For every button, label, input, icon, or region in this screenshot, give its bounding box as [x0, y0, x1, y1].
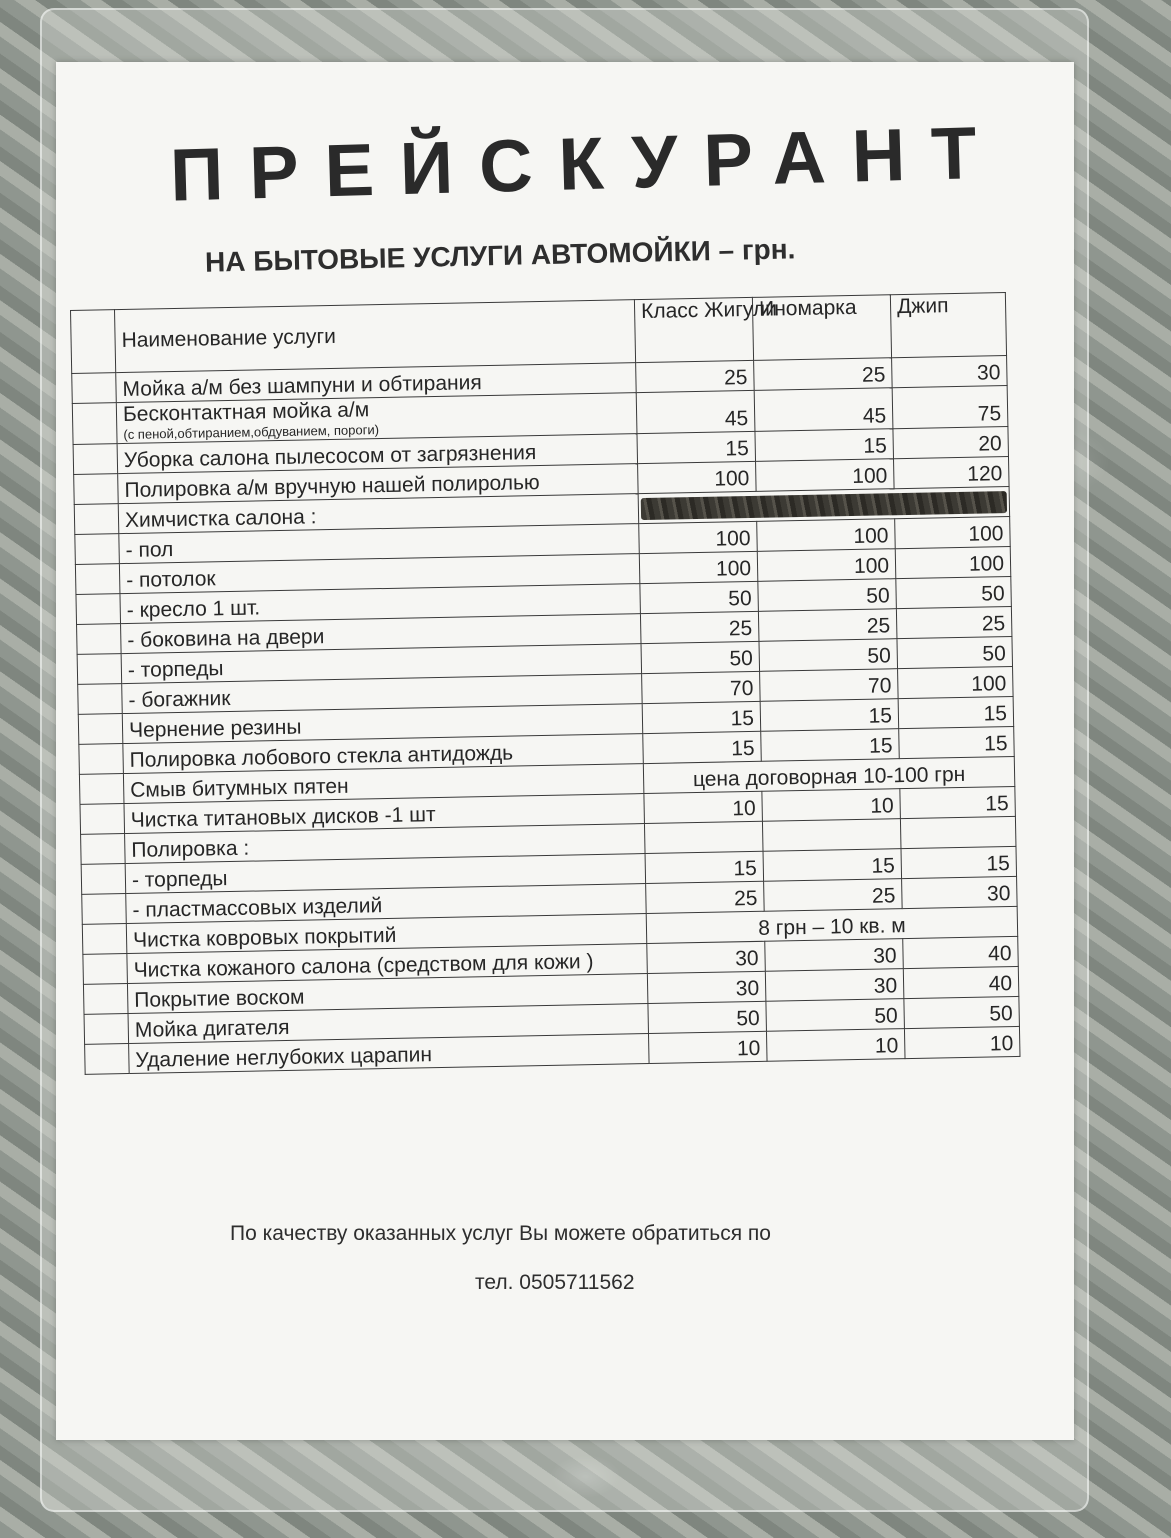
price-jeep: 15 [898, 696, 1014, 728]
price-jeep: 30 [892, 356, 1008, 388]
price-zhiguli: 45 [636, 390, 755, 433]
row-index-cell [78, 714, 123, 745]
price-jeep: 50 [904, 996, 1020, 1028]
price-zhiguli: 50 [640, 581, 759, 613]
price-jeep [900, 816, 1016, 848]
price-table-container [70, 292, 1020, 1075]
price-jeep: 15 [899, 726, 1015, 758]
price-inomarka: 15 [761, 729, 900, 762]
price-jeep: 30 [902, 876, 1018, 908]
row-index-cell [74, 474, 119, 505]
price-zhiguli: 25 [646, 881, 765, 913]
price-zhiguli: 100 [639, 521, 758, 553]
price-zhiguli: 15 [642, 701, 761, 733]
price-zhiguli: 10 [648, 1031, 767, 1063]
service-name: - кресло 1 шт. [126, 596, 261, 622]
price-inomarka: 45 [754, 388, 893, 432]
service-name: Полировка лобового стекла антидождь [129, 741, 514, 772]
price-jeep: 50 [896, 576, 1012, 608]
price-inomarka: 100 [757, 519, 896, 552]
price-inomarka: 50 [758, 579, 897, 612]
row-index-cell [80, 804, 125, 835]
row-index-cell [72, 373, 117, 404]
row-index-cell [76, 594, 121, 625]
price-jeep: 20 [893, 427, 1009, 459]
price-inomarka: 25 [764, 879, 903, 912]
price-jeep: 25 [896, 606, 1012, 638]
price-inomarka: 25 [758, 609, 897, 642]
header-inomarka: Иномарка [752, 295, 891, 361]
header-index-cell [71, 310, 116, 374]
header-class-zhiguli: Класс Жигули [634, 297, 753, 362]
row-index-cell [75, 534, 120, 565]
document-subtitle: НА БЫТОВЫЕ УСЛУГИ АВТОМОЙКИ – грн. [204, 233, 796, 278]
service-name: Чистка кожаного салона (средством для кожи ) [133, 950, 594, 982]
price-zhiguli: 15 [643, 731, 762, 763]
service-name: - торпеды [131, 867, 228, 892]
price-inomarka: 15 [763, 849, 902, 882]
price-inomarka: 30 [765, 969, 904, 1002]
price-zhiguli [644, 821, 763, 853]
row-index-cell [84, 1014, 129, 1045]
footer-contact-text: По качеству оказанных услуг Вы можете обратиться по [230, 1222, 771, 1245]
service-name: Бесконтактная мойка а/м [122, 398, 370, 426]
price-inomarka: 15 [755, 429, 894, 462]
price-zhiguli: 100 [638, 461, 757, 493]
price-inomarka: 10 [762, 789, 901, 822]
price-inomarka: 15 [760, 699, 899, 732]
header-jeep: Джип [890, 293, 1006, 358]
service-name: - богажник [128, 686, 231, 712]
price-zhiguli: 15 [645, 851, 764, 883]
price-zhiguli: 25 [640, 611, 759, 643]
document-title: ПРЕЙСКУРАНТ [168, 110, 1004, 217]
service-name: Мойка дигателя [134, 1015, 290, 1042]
price-zhiguli: 30 [647, 941, 766, 973]
redaction-mark [641, 491, 1007, 520]
price-jeep: 100 [895, 516, 1011, 548]
price-inomarka: 100 [756, 459, 895, 492]
row-index-cell [83, 984, 128, 1015]
row-index-cell [78, 684, 123, 715]
price-inomarka: 50 [766, 999, 905, 1032]
price-inomarka: 25 [754, 358, 893, 391]
service-name: Уборка салона пылесосом от загрязнения [123, 441, 537, 472]
price-jeep: 15 [901, 846, 1017, 878]
price-inomarka: 100 [757, 549, 896, 582]
row-index-cell [73, 444, 118, 475]
service-name: Чистка титановых дисков -1 шт [130, 803, 436, 832]
price-inomarka: 50 [759, 639, 898, 672]
price-zhiguli: 25 [636, 360, 755, 392]
footer-phone: тел. 0505711562 [475, 1271, 635, 1294]
price-jeep: 75 [892, 386, 1008, 429]
row-index-cell [79, 774, 124, 805]
price-zhiguli: 100 [639, 551, 758, 583]
row-index-cell [77, 654, 122, 685]
service-note: (с пеной,обтиранием,обдуванием, пороги) [123, 422, 380, 442]
service-name: - боковина на двери [127, 625, 325, 652]
price-jeep: 15 [900, 786, 1016, 818]
service-name: - торпеды [127, 657, 224, 682]
price-jeep: 120 [894, 457, 1010, 489]
price-table [70, 292, 1021, 1075]
service-name: Удаление неглубоких царапин [135, 1043, 433, 1072]
price-zhiguli: 50 [641, 641, 760, 673]
price-inomarka: 70 [760, 669, 899, 702]
price-jeep: 100 [895, 546, 1011, 578]
price-inomarka: 30 [765, 939, 904, 972]
row-index-cell [81, 834, 126, 865]
service-name: Смыв битумных пятен [130, 774, 349, 802]
row-index-cell [83, 954, 128, 985]
price-jeep: 50 [897, 636, 1013, 668]
row-index-cell [82, 894, 127, 925]
price-zhiguli: 70 [642, 671, 761, 703]
header-service-name: Наименование услуги [115, 300, 636, 373]
row-index-cell [74, 504, 119, 535]
price-inomarka: 10 [766, 1029, 905, 1062]
service-name: - пол [125, 538, 174, 562]
service-name: Чернение резины [128, 715, 302, 742]
price-zhiguli: 30 [647, 971, 766, 1003]
negotiable-price-cell: 8 грн – 10 кв. м [646, 906, 1018, 943]
price-inomarka [762, 819, 901, 852]
price-jeep: 40 [903, 966, 1019, 998]
row-index-cell [85, 1044, 130, 1075]
row-index-cell [77, 624, 122, 655]
row-index-cell [81, 864, 126, 895]
row-index-cell [72, 403, 117, 445]
price-jeep: 10 [904, 1026, 1020, 1058]
service-name: Химчистка салона : [124, 505, 317, 532]
price-zhiguli: 15 [637, 431, 756, 463]
service-name: - потолок [125, 567, 216, 592]
service-name: Покрытие воском [134, 985, 305, 1012]
row-index-cell [75, 564, 120, 595]
price-jeep: 100 [898, 666, 1014, 698]
price-zhiguli: 50 [648, 1001, 767, 1033]
row-index-cell [82, 924, 127, 955]
price-jeep: 40 [903, 936, 1019, 968]
service-name: - пластмассовых изделий [132, 894, 383, 922]
price-zhiguli: 10 [644, 791, 763, 823]
row-index-cell [79, 744, 124, 775]
service-name: Мойка а/м без шампуни и обтирания [122, 371, 482, 402]
negotiable-price-cell: цена договорная 10-100 грн [643, 756, 1015, 793]
service-name: Полировка : [131, 836, 250, 862]
service-name: Чистка ковровых покрытий [132, 923, 397, 952]
service-name: Полировка а/м вручную нашей полиролью [124, 471, 540, 502]
